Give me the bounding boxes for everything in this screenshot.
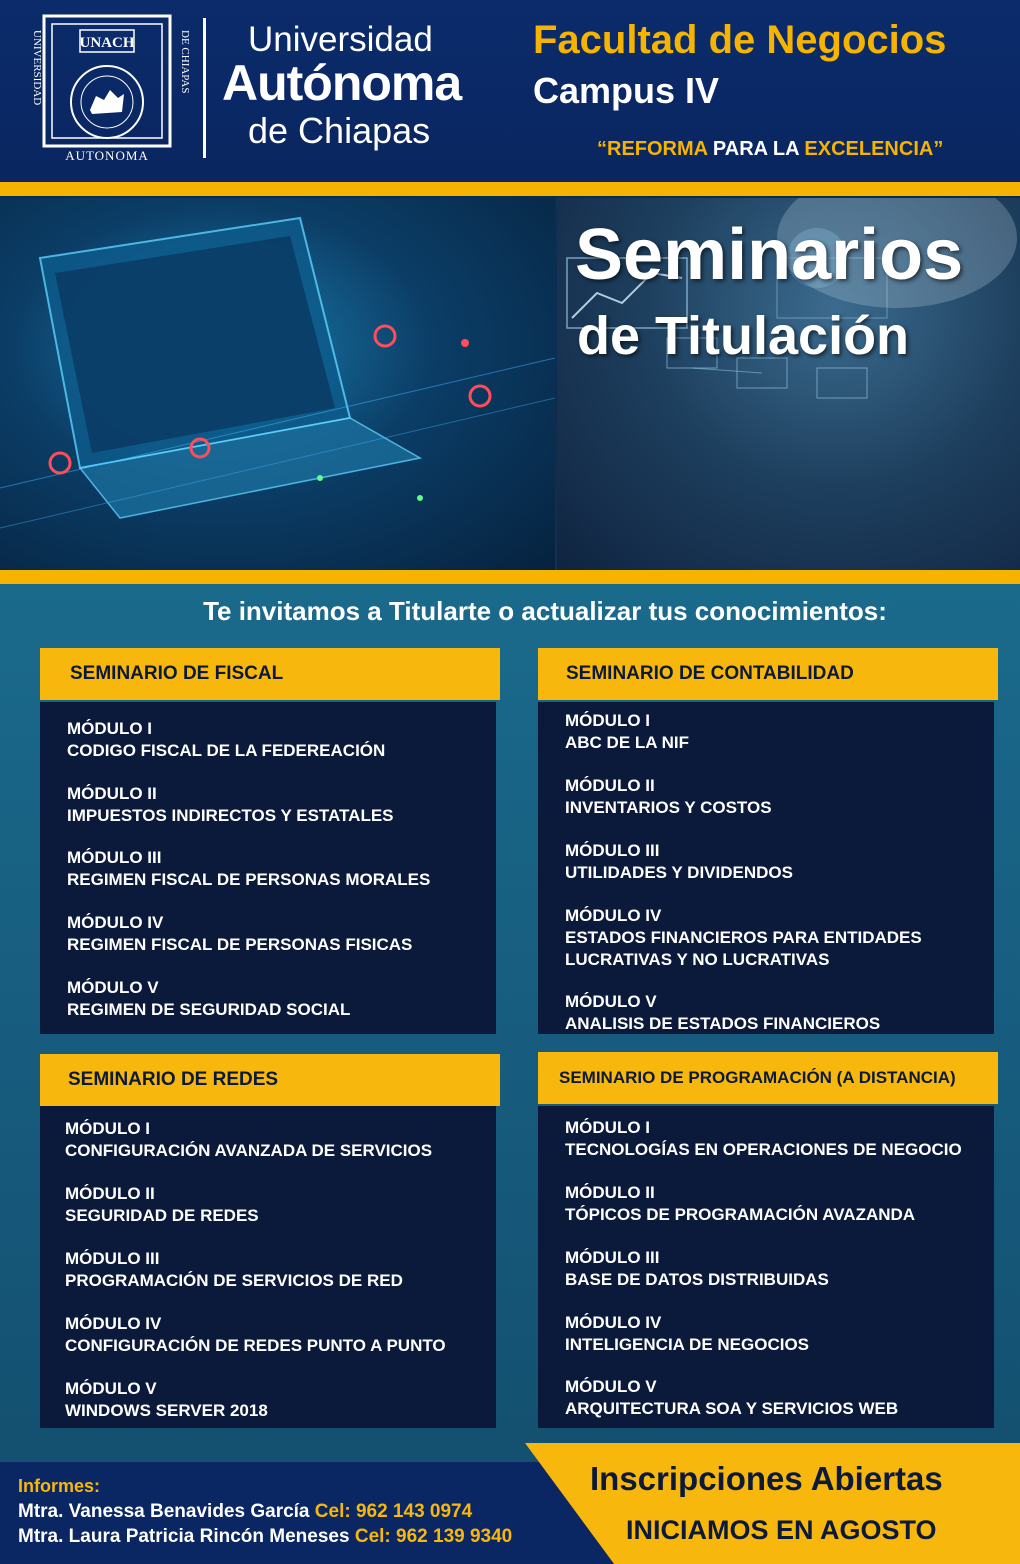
module-number: MÓDULO I [565,1118,650,1137]
motto-mid: PARA LA [707,138,805,160]
module-item [67,718,385,762]
module-item [67,783,394,827]
contact-2 [18,1526,512,1548]
logo-ring-right-text: DE CHIAPAS [179,30,191,94]
motto-close-quote: ” [933,138,944,160]
module-number: MÓDULO I [67,719,152,738]
logo-bottom-text: AUTONOMA [65,148,149,163]
module-number: MÓDULO III [565,1248,660,1267]
module-item [565,1312,809,1356]
module-item [565,1376,898,1420]
module-number: MÓDULO IV [67,913,164,932]
university-name-line3: de Chiapas [248,110,431,151]
seminar-contabilidad-title: SEMINARIO DE CONTABILIDAD [538,648,998,700]
unach-logo [22,14,192,164]
logo-acronym-text: UNACH [79,35,135,51]
enrollment-open-title: Inscripciones Abiertas [590,1460,943,1497]
module-number: MÓDULO V [67,978,159,997]
module-item [565,710,689,754]
module-name: CONFIGURACIÓN AVANZADA DE SERVICIOS [65,1141,433,1160]
module-number: MÓDULO III [65,1249,160,1268]
hero-title-line1: Seminarios [575,215,964,295]
module-number: MÓDULO III [67,848,162,867]
logo-ring-left-text: UNIVERSIDAD [31,30,43,106]
seminar-fiscal-title: SEMINARIO DE FISCAL [40,648,500,700]
module-item [565,1182,915,1226]
gold-divider-top [0,182,1020,196]
module-item [65,1313,446,1357]
module-number: MÓDULO I [565,711,650,730]
module-number: MÓDULO II [565,776,655,795]
seminar-programacion-modules [538,1106,994,1428]
laptop-image [0,198,555,570]
university-name-line1: Universidad [248,20,433,59]
module-item [65,1248,403,1292]
motto-word-reforma: REFORMA [607,138,708,160]
module-name: INVENTARIOS Y COSTOS [565,798,772,817]
invite-heading: Te invitamos a Titularte o actualizar tus conocimientos: [203,596,887,626]
module-name: ANALISIS DE ESTADOS FINANCIEROS [565,1014,881,1033]
module-item [67,977,350,1021]
module-number: MÓDULO III [565,841,660,860]
contact-2-phone[interactable]: Cel: 962 139 9340 [354,1526,513,1547]
module-name: WINDOWS SERVER 2018 [65,1401,268,1420]
module-number: MÓDULO V [565,992,657,1011]
module-item [565,775,772,819]
module-name-continued: LUCRATIVAS Y NO LUCRATIVAS [565,950,830,969]
module-item [67,847,430,891]
motto-open-quote: “ [597,138,607,160]
seminar-redes-modules [40,1106,496,1428]
module-item [565,991,880,1035]
module-item [565,905,922,971]
seminar-contabilidad-modules [538,702,994,1034]
module-item [565,840,793,884]
contact-1-name: Mtra. Vanessa Benavides García [18,1501,315,1522]
module-name: ARQUITECTURA SOA Y SERVICIOS WEB [565,1399,899,1418]
module-name: TÓPICOS DE PROGRAMACIÓN AVAZANDA [565,1205,916,1224]
module-number: MÓDULO II [565,1183,655,1202]
module-name: PROGRAMACIÓN DE SERVICIOS DE RED [65,1271,403,1290]
start-date-text: INICIAMOS EN AGOSTO [626,1515,937,1545]
module-item [565,1247,829,1291]
module-number: MÓDULO IV [565,906,662,925]
module-number: MÓDULO II [67,784,157,803]
module-name: BASE DE DATOS DISTRIBUIDAS [565,1270,829,1289]
seminar-fiscal-modules [40,702,496,1034]
hero-title-line2: de Titulación [577,306,910,366]
module-name: TECNOLOGÍAS EN OPERACIONES DE NEGOCIO [565,1140,962,1159]
contact-2-name: Mtra. Laura Patricia Rincón Meneses [18,1526,355,1547]
module-name: REGIMEN FISCAL DE PERSONAS MORALES [67,870,431,889]
module-name: ESTADOS FINANCIEROS PARA ENTIDADES [565,928,922,947]
module-name: IMPUESTOS INDIRECTOS Y ESTATALES [67,806,394,825]
module-item [565,1117,962,1161]
module-name: ABC DE LA NIF [565,733,690,752]
seminar-programacion-title: SEMINARIO DE PROGRAMACIÓN (A DISTANCIA) [538,1052,998,1104]
header-divider [203,18,206,158]
module-name: CONFIGURACIÓN DE REDES PUNTO A PUNTO [65,1336,446,1355]
module-number: MÓDULO I [65,1119,150,1138]
university-name-line2: Autónoma [222,55,462,111]
contact-1-phone[interactable]: Cel: 962 143 0974 [314,1501,473,1522]
faculty-title: Facultad de Negocios [533,18,947,62]
campus-title: Campus IV [533,70,720,111]
seminar-redes-title: SEMINARIO DE REDES [40,1054,500,1106]
module-name: REGIMEN DE SEGURIDAD SOCIAL [67,1000,351,1019]
module-number: MÓDULO V [565,1377,657,1396]
module-name: INTELIGENCIA DE NEGOCIOS [565,1335,810,1354]
module-item [65,1118,432,1162]
contact-1 [18,1501,472,1523]
module-item [65,1378,268,1422]
module-number: MÓDULO IV [565,1313,662,1332]
module-name: REGIMEN FISCAL DE PERSONAS FISICAS [67,935,413,954]
informes-label: Informes: [18,1476,101,1496]
gold-divider-bottom [0,570,1020,584]
motto [597,138,943,161]
header [0,0,1020,182]
module-name: SEGURIDAD DE REDES [65,1206,259,1225]
module-item [65,1183,259,1227]
module-name: CODIGO FISCAL DE LA FEDEREACIÓN [67,741,386,760]
module-item [67,912,412,956]
module-number: MÓDULO V [65,1379,157,1398]
module-name: UTILIDADES Y DIVIDENDOS [565,863,793,882]
module-number: MÓDULO IV [65,1314,162,1333]
motto-word-excelencia: EXCELENCIA [804,138,934,160]
module-number: MÓDULO II [65,1184,155,1203]
